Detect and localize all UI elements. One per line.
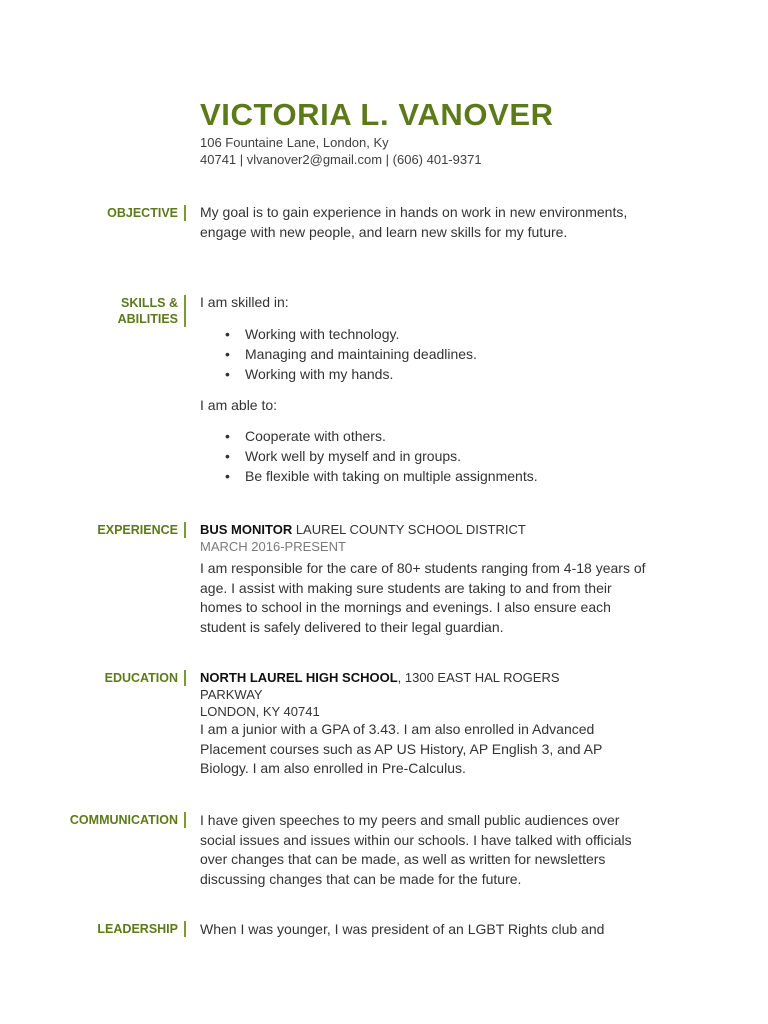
leadership-label: LEADERSHIP <box>97 922 178 936</box>
leadership-text: When I was younger, I was president of an LGBT Rights club and <box>200 921 605 937</box>
section-divider <box>184 670 186 686</box>
address-line: 106 Fountaine Lane, London, Ky <box>200 135 389 150</box>
education-label: EDUCATION <box>104 671 178 685</box>
skilled-list <box>200 324 650 384</box>
section-divider <box>184 522 186 538</box>
list-item: • Working with my hands. <box>200 364 650 384</box>
skills-intro: I am skilled in: <box>200 294 289 310</box>
skills-label-line-2: ABILITIES <box>117 312 178 326</box>
abilities-list <box>200 426 650 486</box>
list-item: • Working with technology. <box>200 324 650 344</box>
communication-label: COMMUNICATION <box>69 813 178 827</box>
communication-text: I have given speeches to my peers and small public audiences over social issues and issues within our schools. I have talked with officials over changes that can be made, as well as written for newsletters discussing changes that can be made for the future. <box>200 812 632 887</box>
section-divider <box>184 205 186 221</box>
section-divider <box>184 295 186 327</box>
candidate-name: VICTORIA L. VANOVER <box>200 97 554 132</box>
abilities-intro: I am able to: <box>200 396 278 413</box>
resume-header <box>200 96 670 168</box>
list-item: • Managing and maintaining deadlines. <box>200 344 650 364</box>
objective-label: OBJECTIVE <box>107 206 178 220</box>
skills-label <box>8 295 182 327</box>
section-divider <box>184 812 186 828</box>
school-heading <box>200 669 600 703</box>
education-body <box>200 669 650 779</box>
objective-text: My goal is to gain experience in hands on work in new environments, engage with new people, and learn new skills for my future. <box>200 204 628 240</box>
employer: LAUREL COUNTY SCHOOL DISTRICT <box>292 522 526 537</box>
education-description: I am a junior with a GPA of 3.43. I am also enrolled in Advanced Placement courses such as AP US History, AP English 3, and AP Biology. I am also enrolled in Pre-Calculus. <box>200 721 603 776</box>
job-heading <box>200 521 650 538</box>
list-item: • Cooperate with others. <box>200 426 650 446</box>
job-description: I am responsible for the care of 80+ students ranging from 4-18 years of age. I assist with making sure students are taking to and from their homes to school in the mornings and evenings. I also ensure each student is safely delivered to their legal guardian. <box>200 560 646 635</box>
skills-body <box>200 293 650 486</box>
section-divider <box>184 921 186 937</box>
job-title: BUS MONITOR <box>200 522 293 537</box>
list-item: • Be flexible with taking on multiple assignments. <box>200 466 650 486</box>
list-item: • Work well by myself and in groups. <box>200 446 650 466</box>
job-dates: MARCH 2016-PRESENT <box>200 539 346 554</box>
school-name: NORTH LAUREL HIGH SCHOOL <box>200 670 398 685</box>
contact-line: 40741 | vlvanover2@gmail.com | (606) 401-9371 <box>200 152 482 167</box>
experience-label: EXPERIENCE <box>97 523 178 537</box>
experience-body <box>200 521 650 637</box>
school-address: , 1300 EAST HAL ROGERS PARKWAY <box>200 670 560 702</box>
school-city: LONDON, KY 40741 <box>200 704 320 719</box>
skills-label-line-1: SKILLS & <box>121 296 178 310</box>
